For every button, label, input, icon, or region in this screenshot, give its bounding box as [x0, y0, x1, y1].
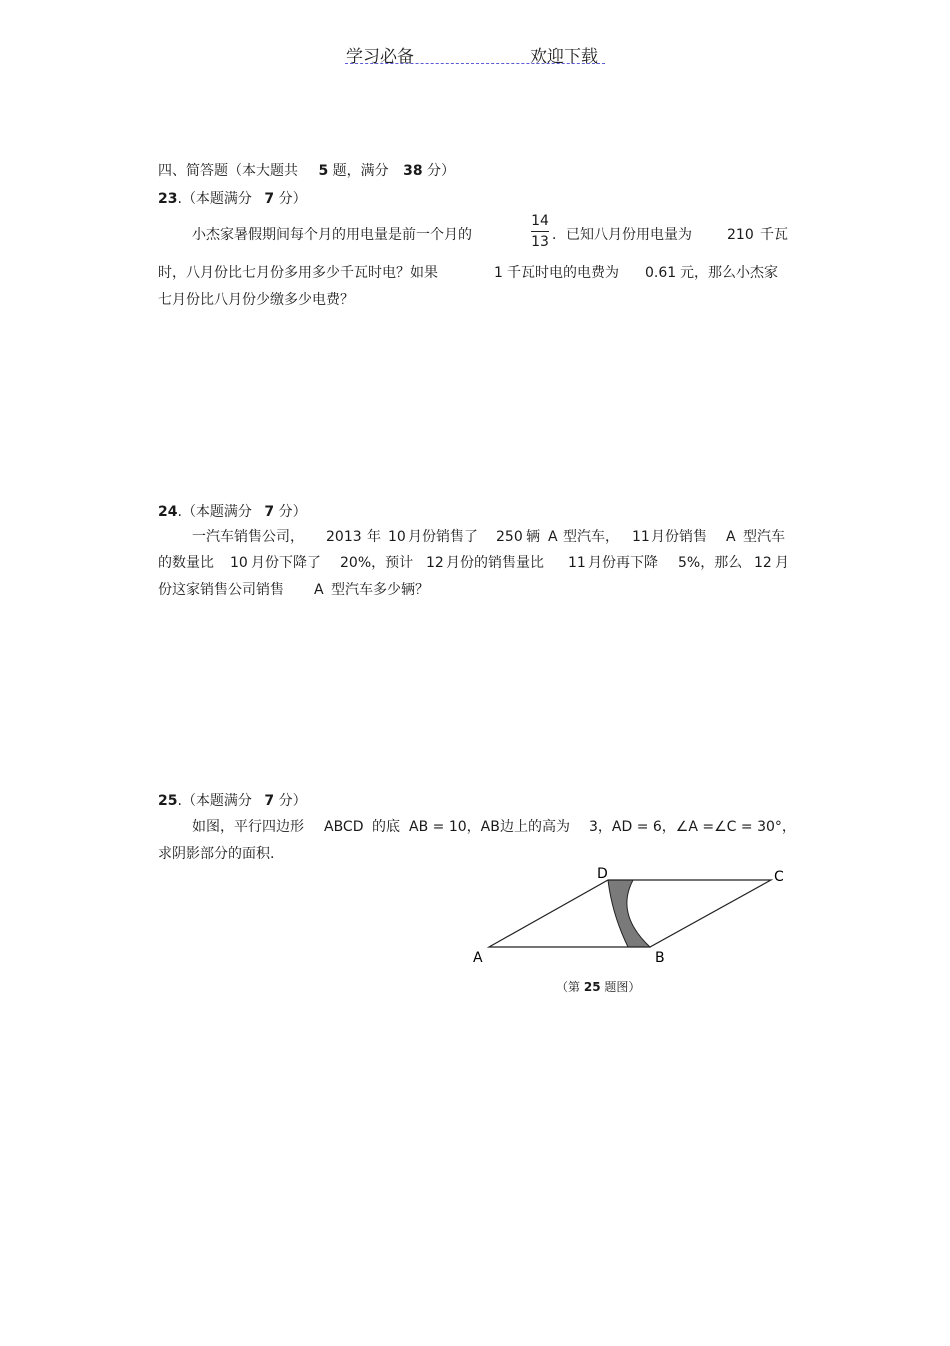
- section-heading: [158, 161, 455, 181]
- section-count: 5: [318, 163, 329, 179]
- q24-l3c: 型汽车多少辆？: [331, 582, 429, 598]
- q24-l2e: 12: [426, 555, 444, 571]
- q24-l1l: A: [726, 529, 736, 545]
- q25-l2: 求阴影部分的面积.: [158, 846, 275, 862]
- q25-l1a: 如图，平行四边形: [192, 819, 304, 835]
- q23-line1c: 210: [727, 227, 754, 243]
- label-a: A: [473, 950, 483, 966]
- q25-l1c: 的底: [372, 819, 400, 835]
- q25-dot: .: [177, 793, 182, 809]
- q24-l2f: 月份的销售量比: [446, 555, 544, 571]
- caption-number: 25: [583, 980, 601, 994]
- q23-number: 23: [158, 191, 178, 207]
- label-d: D: [597, 866, 608, 882]
- q24-head: （本题满分: [181, 504, 252, 520]
- q23-line1b: ．已知八月份用电量为: [552, 227, 692, 243]
- q24-l3a: 份这家销售公司销售: [158, 582, 284, 598]
- q24-l1b: 2013: [326, 529, 362, 545]
- q24-l1i: 型汽车，: [563, 529, 619, 545]
- q25-heading: [158, 791, 307, 811]
- q24-l2a: 的数量比: [158, 555, 214, 571]
- q24-l1a: 一汽车销售公司，: [192, 529, 304, 545]
- section-text-2: 题，满分: [332, 163, 389, 179]
- q23-heading: [158, 189, 307, 209]
- q24-l2h: 月份再下降: [588, 555, 658, 571]
- q24-l1h: A: [548, 529, 558, 545]
- q24-l2c: 月份下降了: [251, 555, 321, 571]
- q24-points: 7: [264, 504, 275, 520]
- q23-line1d: 千瓦: [760, 227, 788, 243]
- q24-dot: .: [177, 504, 182, 520]
- q24-l2g: 11: [568, 555, 586, 571]
- q25-l1d: AB = 10，AB: [409, 819, 500, 835]
- q23-line2c: 千瓦时电的电费为: [507, 265, 619, 281]
- q23-line2d: 0.61: [645, 265, 677, 281]
- q24-l1j: 11: [632, 529, 650, 545]
- q24-l2k: 月: [775, 555, 789, 571]
- q24-l1d: 10: [388, 529, 406, 545]
- q25-points: 7: [264, 793, 275, 809]
- q23-line3: 七月份比八月份少缴多少电费？: [158, 292, 354, 308]
- q23-frac-bar: [531, 231, 549, 232]
- q24-l2b: 10: [230, 555, 248, 571]
- q25-unit: 分）: [278, 793, 307, 809]
- q24-heading: [158, 502, 307, 522]
- q23-fraction: [529, 212, 551, 251]
- q23-line1a: 小杰家暑假期间每个月的用电量是前一个月的: [192, 227, 472, 243]
- section-text-3: 分）: [427, 163, 456, 179]
- q23-unit: 分）: [278, 191, 307, 207]
- q24-l3b: A: [314, 582, 324, 598]
- label-b: B: [655, 950, 665, 966]
- parallelogram-figure: [460, 858, 800, 973]
- q23-dot: .: [177, 191, 182, 207]
- q24-l2j: 12: [754, 555, 772, 571]
- q23-frac-den: 13: [531, 234, 549, 250]
- section-score: 38: [403, 163, 423, 179]
- shaded-region: [608, 880, 650, 947]
- q24-l1k: 月份销售: [651, 529, 707, 545]
- q25-number: 25: [158, 793, 178, 809]
- q23-line2a: 时，八月份比七月份多用多少千瓦时电？如果: [158, 265, 438, 281]
- q25-head: （本题满分: [181, 793, 252, 809]
- q24-l2d: 20%，预计: [340, 555, 414, 571]
- caption-text-b: 题图）: [604, 980, 641, 994]
- q23-points: 7: [264, 191, 275, 207]
- q24-l1c: 年: [367, 529, 381, 545]
- q23-line2b: 1: [494, 265, 503, 281]
- q24-l1m: 型汽车: [743, 529, 785, 545]
- figure-caption: [556, 978, 640, 995]
- q24-l1e: 月份销售了: [408, 529, 478, 545]
- section-text-1: 四、简答题（本大题共: [158, 163, 298, 179]
- q24-l1f: 250: [496, 529, 523, 545]
- label-c: C: [774, 869, 784, 885]
- caption-text-a: （第: [556, 980, 581, 994]
- q23-head: （本题满分: [181, 191, 252, 207]
- header-divider: [345, 63, 605, 64]
- q24-l2i: 5%，那么: [678, 555, 743, 571]
- header-right: 欢迎下载: [530, 47, 598, 67]
- q25-l1e: 边上的高为: [500, 819, 570, 835]
- q24-number: 24: [158, 504, 178, 520]
- header-left: 学习必备: [346, 47, 414, 67]
- q24-l1g: 辆: [526, 529, 540, 545]
- q23-line2e: 元，那么小杰家: [680, 265, 778, 281]
- q24-unit: 分）: [278, 504, 307, 520]
- q23-frac-num: 14: [531, 213, 549, 229]
- q25-l1b: ABCD: [324, 819, 364, 835]
- q25-l1f: 3，AD = 6，∠A =∠C = 30°，: [589, 819, 796, 835]
